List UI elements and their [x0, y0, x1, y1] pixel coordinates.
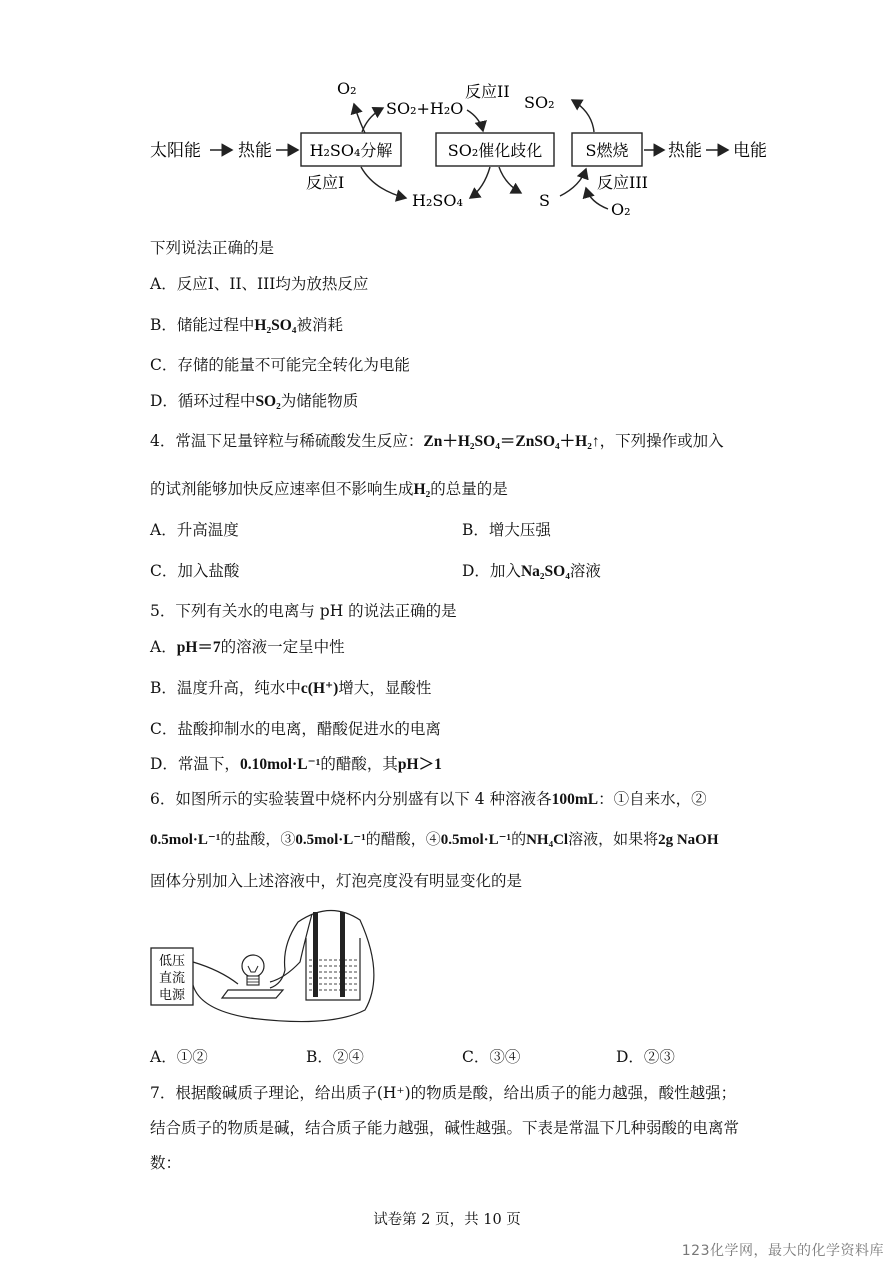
- q4-line-2: [150, 479, 508, 500]
- q4-option-d: [462, 561, 601, 582]
- q6-option-b: B．②④: [306, 1048, 364, 1066]
- arrow-box3-to-so2: [572, 100, 594, 132]
- q5-option-b: [150, 678, 431, 699]
- q7-line-3: 数：: [150, 1154, 182, 1172]
- q3-option-a: A．反应I、II、III均为放热反应: [150, 275, 369, 293]
- o2-top-label: O₂: [337, 79, 357, 98]
- naoh-mass: 2g NaOH: [658, 832, 719, 848]
- arrow-box1-to-h2so4: [361, 167, 406, 198]
- acetic-acid-concentration: 0.10mol·L⁻¹: [239, 756, 321, 773]
- q3-option-d-text: D．循环过程中: [150, 392, 256, 410]
- q4-text-3: 的试剂能够加快反应速率但不影响生成: [150, 480, 414, 498]
- arrow-so2h2o-to-box2: [467, 110, 483, 131]
- h-ion-concentration: c(H⁺): [300, 680, 339, 697]
- conc-1: 0.5mol·L⁻¹: [150, 832, 221, 848]
- q4-text: 4．常温下足量锌粒与稀硫酸发生反应：: [150, 432, 424, 450]
- arrow-box2-to-h2so4: [470, 167, 490, 198]
- q6-text-4: 的醋酸，④: [365, 830, 441, 848]
- power-source-label-1: 低压: [158, 954, 186, 969]
- so2-right-label: SO₂: [524, 93, 555, 112]
- page-footer: 试卷第 2 页，共 10 页: [373, 1212, 521, 1228]
- so2-formula: SO₂: [255, 393, 281, 410]
- q5-option-b-text: B．温度升高，纯水中: [150, 679, 301, 697]
- q4-option-d-text-2: 溶液: [569, 562, 601, 580]
- reaction-iii-label: 反应III: [597, 173, 648, 192]
- q6-text-6: 溶液，如果将: [568, 830, 659, 848]
- zinc-reaction-equation: Zn＋H₂SO₄＝ZnSO₄＋H₂↑: [423, 433, 600, 450]
- q4-line-1: [150, 431, 724, 452]
- q3-option-d-text-2: 为储能物质: [280, 392, 359, 410]
- q5-option-c: C．盐酸抑制水的电离，醋酸促进水的电离: [150, 720, 441, 738]
- q4-text-4: 的总量的是: [430, 480, 508, 498]
- q5-stem: 5．下列有关水的电离与 pH 的说法正确的是: [150, 602, 457, 620]
- q7-line-2: 结合质子的物质是碱，结合质子能力越强，碱性越强。下表是常温下几种弱酸的电离常: [150, 1119, 740, 1137]
- q3-option-c: C．存储的能量不可能完全转化为电能: [150, 356, 410, 374]
- q4-option-b: B．增大压强: [462, 521, 551, 539]
- so2-disproportionation-label: SO₂催化歧化: [447, 141, 543, 160]
- q3-option-b-text: B．储能过程中: [150, 316, 255, 334]
- arrow-box2-to-s: [499, 167, 521, 193]
- ph-7-expression: pH＝7: [176, 639, 221, 656]
- q5-option-a: [150, 637, 345, 658]
- electrode-left: [313, 912, 318, 997]
- electrode-right: [340, 912, 345, 997]
- conductivity-apparatus-diagram: [0, 900, 894, 1050]
- heat-energy-label-2: 热能: [668, 141, 702, 161]
- q6-option-d: D．②③: [616, 1048, 675, 1066]
- q4-text-2: ，下列操作或加入: [599, 432, 724, 450]
- q6-line-3: 固体分别加入上述溶液中，灯泡亮度没有明显变化的是: [150, 872, 523, 890]
- q5-option-a-text-2: 的溶液一定呈中性: [220, 638, 345, 656]
- q6-text: 6．如图所示的实验装置中烧杯内分别盛有以下 4 种溶液各: [150, 790, 552, 808]
- q6-line-1: [150, 789, 707, 810]
- q4-option-c: C．加入盐酸: [150, 562, 240, 580]
- q4-option-a: A．升高温度: [150, 521, 239, 539]
- h2so4-decomposition-label: H₂SO₄分解: [309, 141, 393, 160]
- power-source-label-3: 电源: [158, 988, 186, 1003]
- reaction-i-label: 反应I: [306, 173, 345, 192]
- q7-line-1: 7．根据酸碱质子理论，给出质子(H⁺)的物质是酸，给出质子的能力越强，酸性越强；: [150, 1084, 737, 1102]
- na2so4-formula: Na₂SO₄: [520, 563, 570, 580]
- arrow-s-to-box3: [560, 169, 586, 196]
- q6-text-3: 的盐酸，③: [220, 830, 296, 848]
- h2so4-formula: H₂SO₄: [254, 317, 297, 334]
- q6-option-a: A．①②: [150, 1048, 208, 1066]
- q5-option-d-text-2: 的醋酸，其: [320, 755, 398, 773]
- electric-energy-label: 电能: [733, 141, 767, 161]
- o2-bottom-label: O₂: [611, 200, 631, 219]
- q4-option-d-text: D．加入: [462, 562, 521, 580]
- q3-stem: 下列说法正确的是: [150, 239, 275, 257]
- energy-cycle-diagram: [0, 0, 894, 230]
- s-combustion-label: S燃烧: [585, 141, 629, 160]
- s-label: S: [539, 191, 550, 210]
- h2so4-label: H₂SO₄: [412, 191, 463, 210]
- q6-line-2: [150, 829, 719, 850]
- watermark: 123化学网，最大的化学资料库: [681, 1243, 884, 1259]
- light-bulb-icon: [242, 955, 264, 985]
- wire-1: [193, 962, 238, 984]
- bulb-base: [222, 990, 283, 998]
- volume-100ml: 100mL: [551, 791, 599, 808]
- conc-2: 0.5mol·L⁻¹: [295, 832, 366, 848]
- q6-option-c: C．③④: [462, 1048, 521, 1066]
- q5-option-d: [150, 754, 442, 775]
- q3-option-b: [150, 315, 343, 336]
- ph-greater-1: pH＞1: [397, 756, 442, 773]
- arrow-to-so2-h2o: [362, 108, 383, 132]
- heat-energy-label-1: 热能: [238, 141, 272, 161]
- q3-option-d: [150, 391, 358, 412]
- solar-energy-label: 太阳能: [150, 141, 201, 161]
- q6-text-2: ：①自来水，②: [598, 790, 707, 808]
- q5-option-b-text-2: 增大，显酸性: [338, 679, 432, 697]
- q5-option-d-text: D．常温下，: [150, 755, 240, 773]
- power-source-label-2: 直流: [158, 971, 186, 986]
- h2-formula: H₂: [413, 481, 431, 498]
- q5-option-a-text: A．: [150, 638, 177, 656]
- nh4cl-formula: NH₄Cl: [526, 832, 569, 848]
- q6-text-5: 的: [511, 830, 527, 848]
- q3-option-b-text-2: 被消耗: [296, 316, 343, 334]
- so2-h2o-label: SO₂+H₂O: [386, 99, 464, 118]
- reaction-ii-label: 反应II: [465, 82, 510, 101]
- conc-3: 0.5mol·L⁻¹: [440, 832, 512, 848]
